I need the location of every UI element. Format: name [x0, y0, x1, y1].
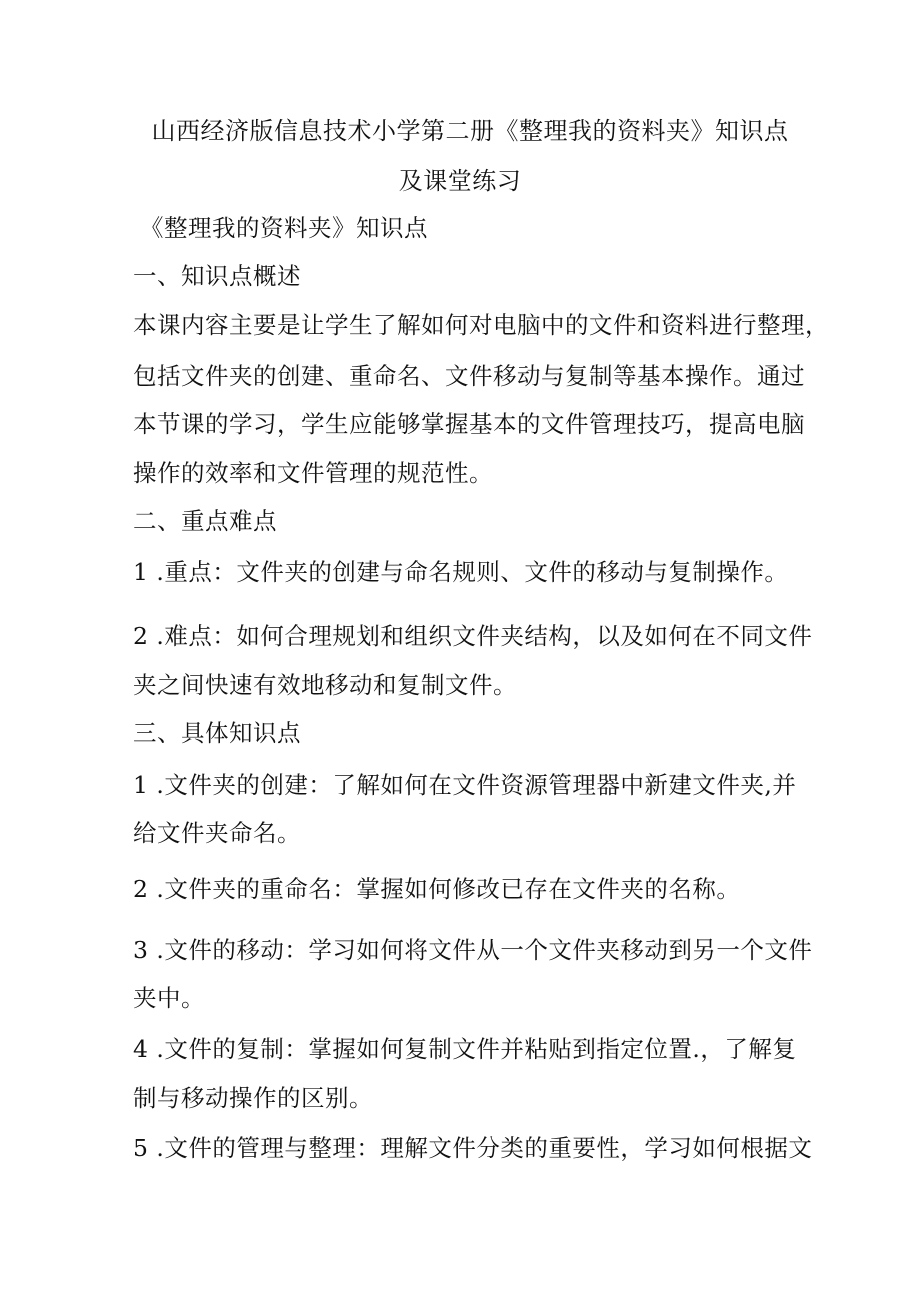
list-item-line: 2 .难点：如何合理规划和组织文件夹结构，以及如何在不同文件 — [133, 622, 813, 650]
list-item-line: 2 .文件夹的重命名：掌握如何修改已存在文件夹的名称。 — [133, 875, 741, 903]
section-heading-details: 三、具体知识点 — [133, 719, 301, 747]
document-subtitle: 《整理我的资料夹》知识点 — [140, 214, 428, 242]
paragraph-line: 本课内容主要是让学生了解如何对电脑中的文件和资料进行整理， — [133, 311, 829, 339]
document-title-line2: 及课堂练习 — [398, 167, 522, 195]
list-item-line: 给文件夹命名。 — [133, 819, 301, 847]
list-item-line: 1 .文件夹的创建：了解如何在文件资源管理器中新建文件夹,并 — [133, 771, 797, 799]
list-item-line: 夹中。 — [133, 984, 205, 1012]
list-item-line: 制与移动操作的区别。 — [133, 1084, 373, 1112]
paragraph-line: 操作的效率和文件管理的规范性。 — [133, 459, 493, 487]
document-title-line1: 山西经济版信息技术小学第二册《整理我的资料夹》知识点 — [151, 117, 789, 145]
paragraph-line: 包括文件夹的创建、重命名、文件移动与复制等基本操作。通过 — [133, 362, 805, 390]
paragraph-line: 本节课的学习，学生应能够掌握基本的文件管理技巧，提高电脑 — [133, 410, 805, 438]
list-item-line: 1 .重点：文件夹的创建与命名规则、文件的移动与复制操作。 — [133, 558, 789, 586]
section-heading-key-points: 二、重点难点 — [133, 507, 277, 535]
list-item-line: 3 .文件的移动：学习如何将文件从一个文件夹移动到另一个文件 — [133, 936, 813, 964]
list-item-line: 4 .文件的复制：掌握如何复制文件并粘贴到指定位置.，了解复 — [133, 1035, 797, 1063]
section-heading-overview: 一、知识点概述 — [133, 262, 301, 290]
list-item-line: 5 .文件的管理与整理：理解文件分类的重要性，学习如何根据文 — [133, 1134, 813, 1162]
list-item-line: 夹之间快速有效地移动和复制文件。 — [133, 671, 517, 699]
